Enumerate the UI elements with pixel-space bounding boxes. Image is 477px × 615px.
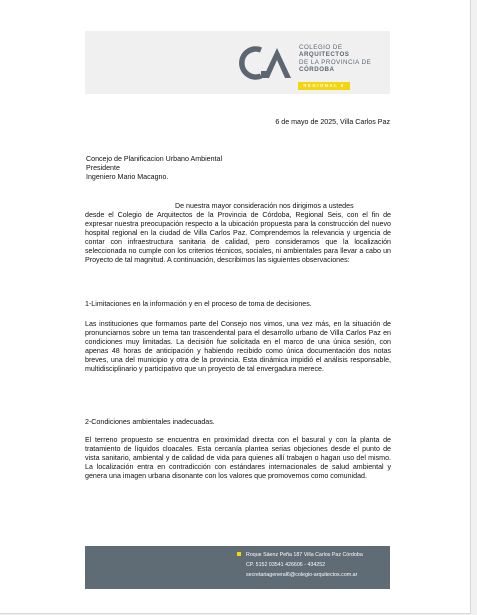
colegio-logo-icon xyxy=(236,44,294,82)
logo-line-1: COLEGIO DE xyxy=(299,44,343,51)
logo-line-3: DE LA PROVINCIA DE xyxy=(299,58,372,66)
intro-rest: desde el Colegio de Arquitectos de la Provincia de Córdoba, Regional Seis, con el fin de expresar nuestra preocupación respecto a la ubicación propuesta para la construcción del nuevo hospital regional en la ciudad de Villa Carlos Paz. Comprendemos la relevancia y urgencia de contar con infraestructura sanitaria de calidad, pero consideramos que la localización seleccionada no cumple con los criterios técnicos, sociales, ni ambientales para llevar a cabo un Proyecto de tal magnitud. A continuación, describimos las siguientes observaciones: xyxy=(85,211,391,264)
section-paragraph-1: Las instituciones que formamos parte del Consejo nos vimos, una vez más, en la situación de pronunciarnos sobre un tema tan trascendental para el desarrollo urbano de Villa Carlos Paz en condiciones muy limitadas. La decisión fue solicitada en el marco de una única sesión, con apenas 48 horas de anticipación y habiendo recibido como única documentación dos notas breves, una del municipio y otra de la provincia. Esta dinámica impidió el análisis responsable, multidisciplinario y participativo que un proyecto de tal envergadura merece. xyxy=(85,320,391,373)
section-paragraph-2: El terreno propuesto se encuentra en proximidad directa con el basural y con la planta de tratamiento de líquidos cloacales. Esta cercanía plantea serias objeciones desde el punto de vista sanitario, ambiental y de calidad de vida para quienes allí trabajen o hagan uso del mismo. La localización entra en contradicción con estándares internacionales de salud ambiental y genera una imagen urbana disonante con los valores que promovemos como comunidad. xyxy=(85,436,391,480)
logo-regional-badge: REGIONAL 6 xyxy=(298,82,350,90)
logo-wordmark xyxy=(299,44,389,74)
footer-phone: CP. 5152 03541 426606 - 434252 xyxy=(246,562,326,568)
footer-contact xyxy=(246,550,390,580)
section-heading-1: 1-Limitaciones en la información y en el proceso de toma de decisiones. xyxy=(85,300,312,308)
letter-date: 6 de mayo de 2025, Villa Carlos Paz xyxy=(275,118,390,126)
footer-bullet-icon xyxy=(237,552,241,556)
logo-line-4: CÓRDOBA xyxy=(299,66,335,74)
recipient-block xyxy=(86,155,386,182)
logo-line-2: ARQUITECTOS xyxy=(299,51,350,59)
footer-email: secretariageneral6@colegio-arquitectos.com.ar xyxy=(246,572,358,578)
footer-address: Roque Sáenz Peña 187 Villa Carlos Paz Córdoba xyxy=(246,552,363,558)
recipient-line-2: Presidente xyxy=(86,164,120,172)
recipient-line-1: Concejo de Planificacion Urbano Ambiental xyxy=(86,155,223,163)
intro-first-line: De nuestra mayor consideración nos dirigimos a ustedes xyxy=(175,202,354,210)
section-heading-2: 2-Condiciones ambientales inadecuadas. xyxy=(85,418,215,426)
intro-paragraph xyxy=(85,202,391,265)
recipient-line-3: Ingeniero Mario Macagno. xyxy=(86,173,169,181)
